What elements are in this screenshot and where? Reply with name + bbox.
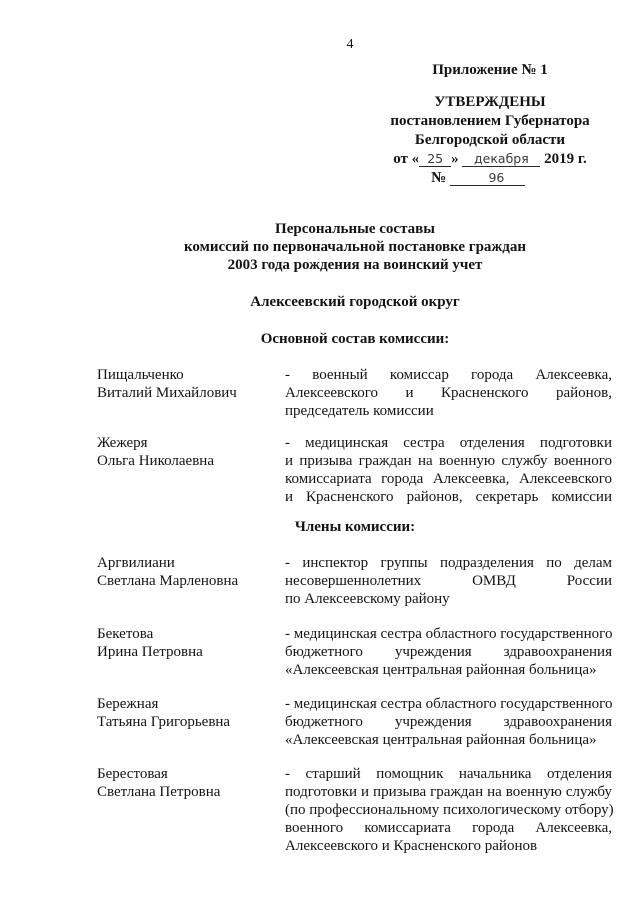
member-role xyxy=(285,695,612,749)
member-role-line: - медицинская сестра областного государственного xyxy=(285,696,613,712)
member-role xyxy=(285,434,612,506)
district-heading: Алексеевский городской округ xyxy=(250,294,460,310)
members-heading: Члены комиссии: xyxy=(294,519,416,535)
member-role-line: председатель комиссии xyxy=(285,403,434,419)
member-role-line: - инспектор группы подразделения по делам xyxy=(285,555,612,571)
member-role-line: «Алексеевская центральная районная больница» xyxy=(285,732,597,748)
approved-by-line-1: постановлением Губернатора xyxy=(390,113,590,129)
member-role-line: и Красненского районов, секретарь комиссии xyxy=(285,489,612,505)
member-given-names: Ирина Петровна xyxy=(97,644,203,660)
member-role-line: несовершеннолетних ОМВД России xyxy=(285,573,612,589)
member-role-line: по Алексеевскому району xyxy=(285,591,450,607)
member-role-line: - медицинская сестра отделения подготовки xyxy=(285,435,612,451)
member-role-line: комиссариата города Алексеевка, Алексеевского xyxy=(285,471,612,487)
approval-block xyxy=(380,61,600,188)
member-role-line: - военный комиссар города Алексеевка, xyxy=(285,367,612,383)
member-role-line: - медицинская сестра областного государственного xyxy=(285,626,613,642)
member-role-line: бюджетного учреждения здравоохранения xyxy=(285,714,612,730)
decree-number-value: 96 xyxy=(450,171,525,186)
member-given-names: Татьяна Григорьевна xyxy=(97,714,231,730)
member-given-names: Ольга Николаевна xyxy=(97,453,214,469)
member-surname: Берестовая xyxy=(97,766,168,782)
document-title xyxy=(97,220,613,274)
main-composition-heading: Основной состав комиссии: xyxy=(260,331,450,347)
decree-date-close: » xyxy=(451,151,459,167)
title-line-2: комиссий по первоначальной постановке граждан xyxy=(183,239,527,255)
member-given-names: Светлана Петровна xyxy=(97,784,221,800)
page-number: 4 xyxy=(346,37,354,52)
member-role-line: - старший помощник начальника отделения xyxy=(285,766,612,782)
member-role xyxy=(285,554,612,608)
title-line-3: 2003 года рождения на воинский учет xyxy=(227,257,483,273)
decree-number-prefix: № xyxy=(431,170,447,186)
decree-day: 25 xyxy=(419,152,451,167)
member-surname: Бекетова xyxy=(97,626,154,642)
approval-stamp xyxy=(380,93,600,188)
member-given-names: Светлана Марленовна xyxy=(97,573,239,589)
member-name xyxy=(97,695,277,731)
decree-year: 2019 г. xyxy=(544,151,587,167)
member-surname: Пищальченко xyxy=(97,367,184,383)
decree-date-prefix: от « xyxy=(393,151,420,167)
decree-month: декабря xyxy=(462,152,540,167)
member-surname: Аргвилиани xyxy=(97,555,175,571)
appendix-label: Приложение № 1 xyxy=(432,62,548,78)
member-role-line: и призыва граждан на военную службу военного xyxy=(285,453,612,469)
member-role xyxy=(285,625,612,679)
member-role-line: подготовки и призыва граждан на военную службу xyxy=(285,784,612,800)
member-name xyxy=(97,434,277,470)
member-role-line: бюджетного учреждения здравоохранения xyxy=(285,644,612,660)
title-line-1: Персональные составы xyxy=(275,221,435,237)
member-name xyxy=(97,554,277,590)
decree-number xyxy=(380,169,600,188)
member-name xyxy=(97,366,277,402)
member-role xyxy=(285,366,612,420)
approved-label: УТВЕРЖДЕНЫ xyxy=(434,94,546,110)
member-name xyxy=(97,765,277,801)
member-name xyxy=(97,625,277,661)
approved-by-line-2: Белгородской области xyxy=(414,132,566,148)
member-surname: Бережная xyxy=(97,696,159,712)
member-given-names: Виталий Михайлович xyxy=(97,385,237,401)
member-role-line: военного комиссариата города Алексеевка, xyxy=(285,820,612,836)
member-role-line: Алексеевского и Красненского районов xyxy=(285,838,538,854)
member-role-line: «Алексеевская центральная районная больница» xyxy=(285,662,597,678)
member-role-line: Алексеевского и Красненского районов, xyxy=(285,385,612,401)
member-role xyxy=(285,765,612,855)
member-surname: Жежеря xyxy=(97,435,148,451)
member-role-line: (по профессиональному психологическому отбору) xyxy=(285,802,614,818)
decree-date xyxy=(380,150,600,169)
